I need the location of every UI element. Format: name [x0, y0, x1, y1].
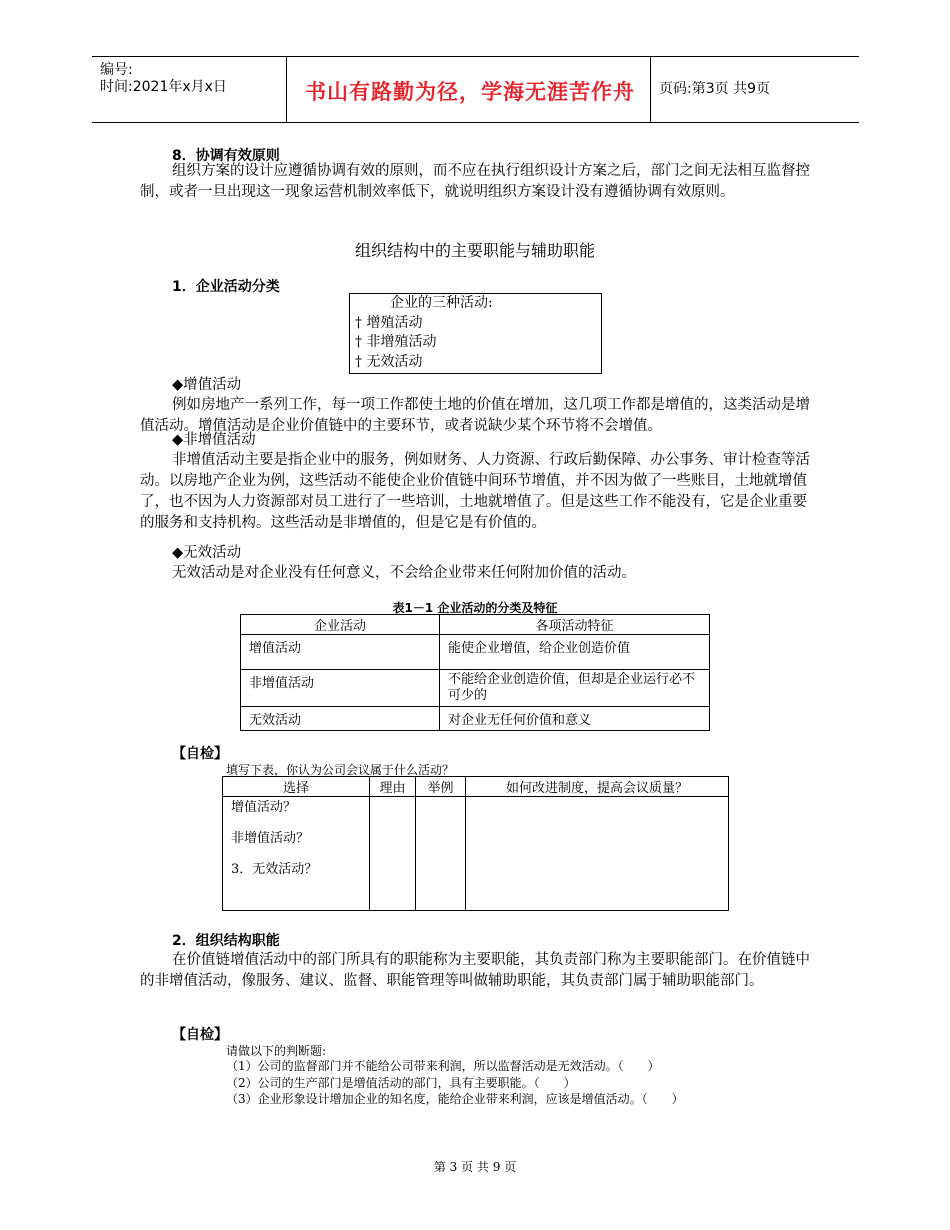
dagger-bullet: †: [355, 353, 362, 370]
example-cell: [416, 797, 466, 911]
choice-cell: [223, 797, 370, 911]
table-header-cell: 理由: [370, 777, 416, 797]
dagger-bullet: †: [355, 314, 362, 331]
table-row: [223, 797, 729, 911]
table-header-row: [223, 777, 729, 797]
table-header-cell: 举例: [416, 777, 466, 797]
judgement-item: （1）公司的监督部门并不能给公司带来利润，所以监督活动是无效活动。（ ）: [226, 1059, 660, 1073]
choice-item: 3．无效活动？: [231, 862, 318, 877]
dagger-bullet: †: [355, 334, 362, 350]
table-cell: 非增值活动: [241, 670, 440, 707]
invalid-activity-text: 无效活动是对企业没有任何意义，不会给企业带来任何附加价值的活动。: [172, 565, 636, 581]
table-row: [241, 670, 710, 707]
header-page-info: 页码:第3页 共9页: [659, 81, 770, 97]
invalid-activity-heading: ◆无效活动: [172, 545, 242, 561]
table-header-cell: 企业活动: [241, 615, 440, 635]
reason-cell: [370, 797, 416, 911]
activities-box-title: 企业的三种活动:: [390, 295, 493, 311]
part1-heading: 1．企业活动分类: [172, 279, 280, 295]
section-title: 组织结构中的主要职能与辅助职能: [354, 241, 595, 260]
table-header-row: [241, 615, 710, 635]
principle8-text: 组织方案的设计应遵循协调有效的原则，而不应在执行组织设计方案之后，部门之间无法相互监督控制，或者一旦出现这一现象运营机制效率低下，就说明组织方案设计没有遵循协调有效原则。: [140, 163, 810, 200]
table1-caption: 表1－1 企业活动的分类及特征: [392, 601, 558, 615]
choice-item: 非增值活动？: [231, 831, 310, 846]
activities-box-item: † 增殖活动: [355, 314, 423, 331]
nonvalue-activity-heading: ◆非增值活动: [172, 432, 256, 448]
table-row: [241, 635, 710, 670]
principle8-heading: 8．协调有效原则: [172, 148, 280, 164]
nonvalue-activity-text: 非增值活动主要是指企业中的服务，例如财务、人力资源、行政后勤保障、办公事务、审计检查等活动。以房地产企业为例，这些活动不能使企业价值链中间环节增值，并不因为做了一些账目，土地就增值了，也不因为人力资源部对员工进行了一些培训，土地就增值了。但是这些工作不能没有，它是企业重要的服务和支持机构。这些活动是非增值的，但是它是有价值的。: [140, 452, 810, 531]
selfcheck1-instruction: 填写下表，你认为公司会议属于什么活动？: [226, 763, 455, 777]
page-footer: 第 3 页 共 9 页: [433, 1160, 517, 1174]
improvement-cell: [466, 797, 729, 911]
judgement-item: （3）企业形象设计增加企业的知名度，能给企业带来利润，应该是增值活动。（ ）: [226, 1092, 684, 1106]
selfcheck2-label: 【自检】: [172, 1027, 228, 1043]
activity-classification-table: [240, 614, 710, 731]
table-cell: 不能给企业创造价值，但却是企业运行必不可少的: [440, 670, 710, 707]
value-activity-text: 例如房地产一系列工作，每一项工作都使土地的价值在增加，这几项工作都是增值的，这类活动是增值活动。增值活动是企业价值链中的主要环节，或者说缺少某个环节将不会增值。: [140, 397, 810, 434]
table-cell: 增值活动: [241, 635, 440, 670]
activities-box-item: † 无效活动: [355, 353, 423, 370]
selfcheck2-instruction: 请做以下的判断题:: [226, 1044, 327, 1058]
value-activity-heading: ◆增值活动: [172, 377, 242, 393]
table-cell: 能使企业增值，给企业创造价值: [440, 635, 710, 670]
header-bottom-rule: [92, 122, 859, 123]
table-cell: 无效活动: [241, 707, 440, 731]
choice-item: 增值活动？: [231, 800, 297, 815]
selfcheck1-label: 【自检】: [172, 746, 228, 762]
header-time: 时间:2021年x月x日: [100, 79, 227, 95]
judgement-list: [226, 1058, 806, 1108]
table-header-cell: 如何改进制度，提高会议质量？: [466, 777, 729, 797]
part2-heading: 2．组织结构职能: [172, 933, 280, 949]
header-divider-right: [650, 56, 651, 122]
activities-box-item: † 非增殖活动: [355, 334, 437, 350]
table-header-cell: 各项活动特征: [440, 615, 710, 635]
part2-text: 在价值链增值活动中的部门所具有的职能称为主要职能，其负责部门称为主要职能部门。在价值链中的非增值活动，像服务、建议、监督、职能管理等叫做辅助职能，其负责部门属于辅助职能部门。: [140, 952, 810, 989]
table-cell: 对企业无任何价值和意义: [440, 707, 710, 731]
header-motto: 书山有路勤为径，学海无涯苦作舟: [305, 80, 635, 104]
header-divider-left: [286, 56, 287, 122]
header-number: 编号:: [100, 62, 133, 78]
header-top-rule: [92, 56, 859, 57]
table-header-cell: 选择: [223, 777, 370, 797]
activities-box: [349, 293, 602, 374]
meeting-activity-table: [222, 776, 729, 911]
table-row: [241, 707, 710, 731]
judgement-item: （2）公司的生产部门是增值活动的部门，具有主要职能。（ ）: [226, 1075, 576, 1090]
